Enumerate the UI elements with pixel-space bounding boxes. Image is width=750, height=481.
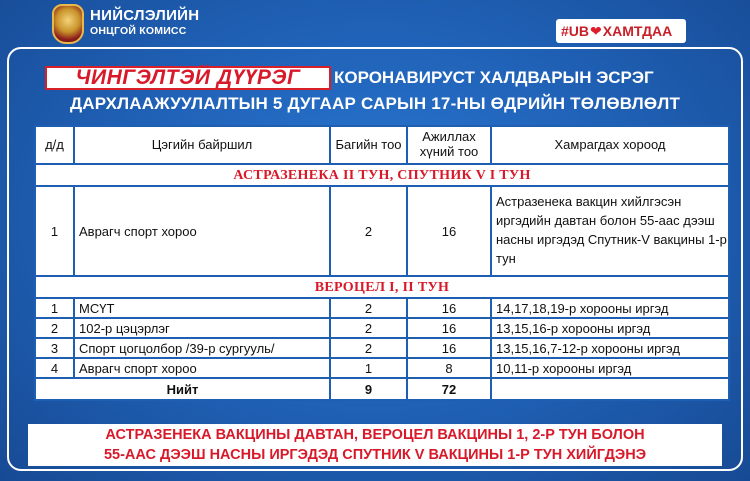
organization-name <box>90 8 199 37</box>
cell-location: МСҮТ <box>74 298 330 318</box>
city-emblem-icon <box>52 4 84 44</box>
header-teams: Багийн тоо <box>330 126 407 164</box>
cell-coverage: 13,15,16,7-12-р хорооны иргэд <box>491 338 729 358</box>
hashtag-prefix: #UB <box>561 23 590 39</box>
cell-teams: 2 <box>330 338 407 358</box>
district-title: ЧИНГЭЛТЭЙ ДҮҮРЭГ <box>45 66 331 90</box>
cell-no: 3 <box>35 338 74 358</box>
footer-line1: АСТРАЗЕНЕКА ВАКЦИНЫ ДАВТАН, ВЕРОЦЕЛ ВАКЦИНЫ 1, 2-Р ТУН БОЛОН <box>105 427 645 443</box>
cell-coverage: Астразенека вакцин хийлгэсэн иргэдийн давтан болон 55-аас дээш насны иргэдэд Спутник-V вакцины 1-р тун <box>491 186 729 276</box>
header-no: д/д <box>35 126 74 164</box>
schedule-table <box>34 125 730 401</box>
cell-staff: 16 <box>407 318 491 338</box>
section-title: ВЕРОЦЕЛ I, II ТУН <box>314 279 450 295</box>
title-line2: ДАРХЛААЖУУЛАЛТЫН 5 ДУГААР САРЫН 17-НЫ ӨДРИЙН ТӨЛӨВЛӨЛТ <box>69 94 681 113</box>
cell-staff: 16 <box>407 338 491 358</box>
cell-coverage: 14,17,18,19-р хорооны иргэд <box>491 298 729 318</box>
heart-icon: ❤ <box>590 22 602 39</box>
header-coverage: Хамрагдах хороод <box>491 126 729 164</box>
table-row <box>35 318 729 338</box>
section-header <box>35 276 729 298</box>
cell-location: Аврагч спорт хороо <box>74 358 330 378</box>
cell-coverage: 10,11-р хорооны иргэд <box>491 358 729 378</box>
cell-teams: 1 <box>330 358 407 378</box>
footer-banner <box>28 424 722 466</box>
cell-no: 2 <box>35 318 74 338</box>
table-row <box>35 186 729 276</box>
table-row <box>35 298 729 318</box>
cell-no: 1 <box>35 186 74 276</box>
cell-teams: 2 <box>330 298 407 318</box>
cell-location: Аврагч спорт хороо <box>74 186 330 276</box>
org-line1: НИЙСЛЭЛИЙН <box>90 7 200 24</box>
hashtag-badge <box>556 19 686 43</box>
table-row <box>35 338 729 358</box>
title-line1: КОРОНАВИРУСТ ХАЛДВАРЫН ЭСРЭГ <box>334 68 654 87</box>
cell-staff: 16 <box>407 298 491 318</box>
total-teams: 9 <box>330 378 407 400</box>
cell-coverage: 13,15,16-р хорооны иргэд <box>491 318 729 338</box>
footer-line2: 55-ААС ДЭЭШ НАСНЫ ИРГЭДЭД СПУТНИК V ВАКЦИНЫ 1-Р ТУН ХИЙГДЭНЭ <box>103 447 647 463</box>
section-title: АСТРАЗЕНЕКА II ТУН, СПУТНИК V I ТУН <box>233 167 531 183</box>
cell-staff: 8 <box>407 358 491 378</box>
cell-no: 4 <box>35 358 74 378</box>
section-header <box>35 164 729 186</box>
total-row <box>35 378 729 400</box>
cell-location: Спорт цогцолбор /39-р сургууль/ <box>74 338 330 358</box>
header-location: Цэгийн байршил <box>74 126 330 164</box>
total-empty <box>491 378 729 400</box>
org-line2: ОНЦГОЙ КОМИСС <box>90 25 187 37</box>
cell-location: 102-р цэцэрлэг <box>74 318 330 338</box>
table-header-row <box>35 126 729 164</box>
hashtag-suffix: ХАМТДАА <box>602 23 673 39</box>
cell-no: 1 <box>35 298 74 318</box>
cell-teams: 2 <box>330 318 407 338</box>
cell-teams: 2 <box>330 186 407 276</box>
cell-staff: 16 <box>407 186 491 276</box>
header-staff: Ажиллах хүний тоо <box>407 126 491 164</box>
total-staff: 72 <box>407 378 491 400</box>
header <box>0 0 750 50</box>
table-row <box>35 358 729 378</box>
total-label: Нийт <box>35 378 330 400</box>
